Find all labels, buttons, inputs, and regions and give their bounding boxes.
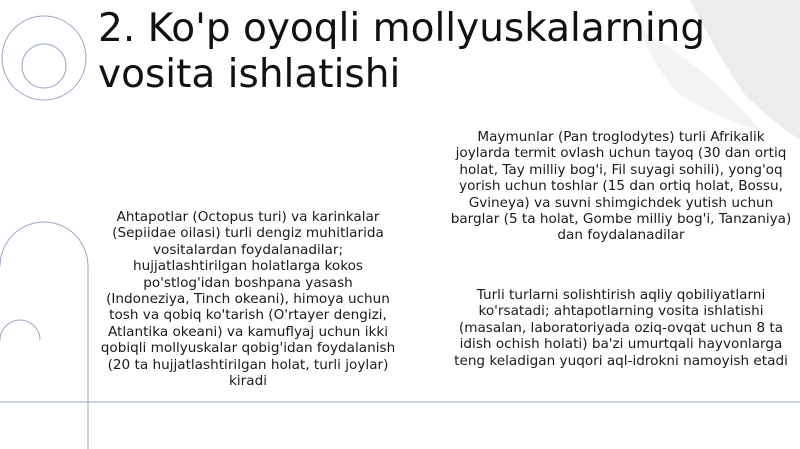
outline-circle-large [2, 16, 86, 100]
paragraph-octopus-tool-use: Ahtapotlar (Octopus turi) va karinkalar (Sepiidae oilasi) turli dengiz muhitlarida vositalardan foydalanadilar; hujjatlashtirilgan holatlarga kokos po'stlog'idan boshpana yasash (Indoneziya, Tinch okeani), himoya uchun tosh va qobiq ko'tarish (O'rtayer dengizi, Atlantika okeani) va kamuflyaj uchun ikki qobiqli mollyuskalar qobig'idan foydalanish (20 ta hujjatlashtirilgan holat, turli joylar) kiradi [100, 209, 396, 390]
paragraph-species-comparison: Turli turlarni solishtirish aqliy qobiliyatlarni ko'rsatadi; ahtapotlarning vosita ishlatishi (masalan, laboratoriyada oziq-ovqat uchun 8 ta idish ochish holati) ba'zi umurtqali hayvonlarga teng keladigan yuqori aql-idrokni namoyish etadi [454, 287, 788, 369]
slide-title: 2. Ko'p oyoqli mollyuskalarning vosita ishlatishi [98, 6, 706, 97]
paragraph-chimpanzee-tool-use: Maymunlar (Pan troglodytes) turli Afrikalik joylarda termit ovlash uchun tayoq (30 dan ortiq holat, Tay milliy bog'i, Fil suyagi sohili), yong'oq yorish uchun toshlar (15 dan ortiq holat, Bossu, Gvineya) va suvni shimgichdek yutish uchun barglar (5 ta holat, Gombe milliy bog'i, Tanzaniya) dan foydalanadilar [450, 129, 792, 244]
outline-circle-small [22, 44, 66, 88]
outline-arch-inner [0, 320, 40, 340]
outline-arch-left [0, 222, 88, 449]
